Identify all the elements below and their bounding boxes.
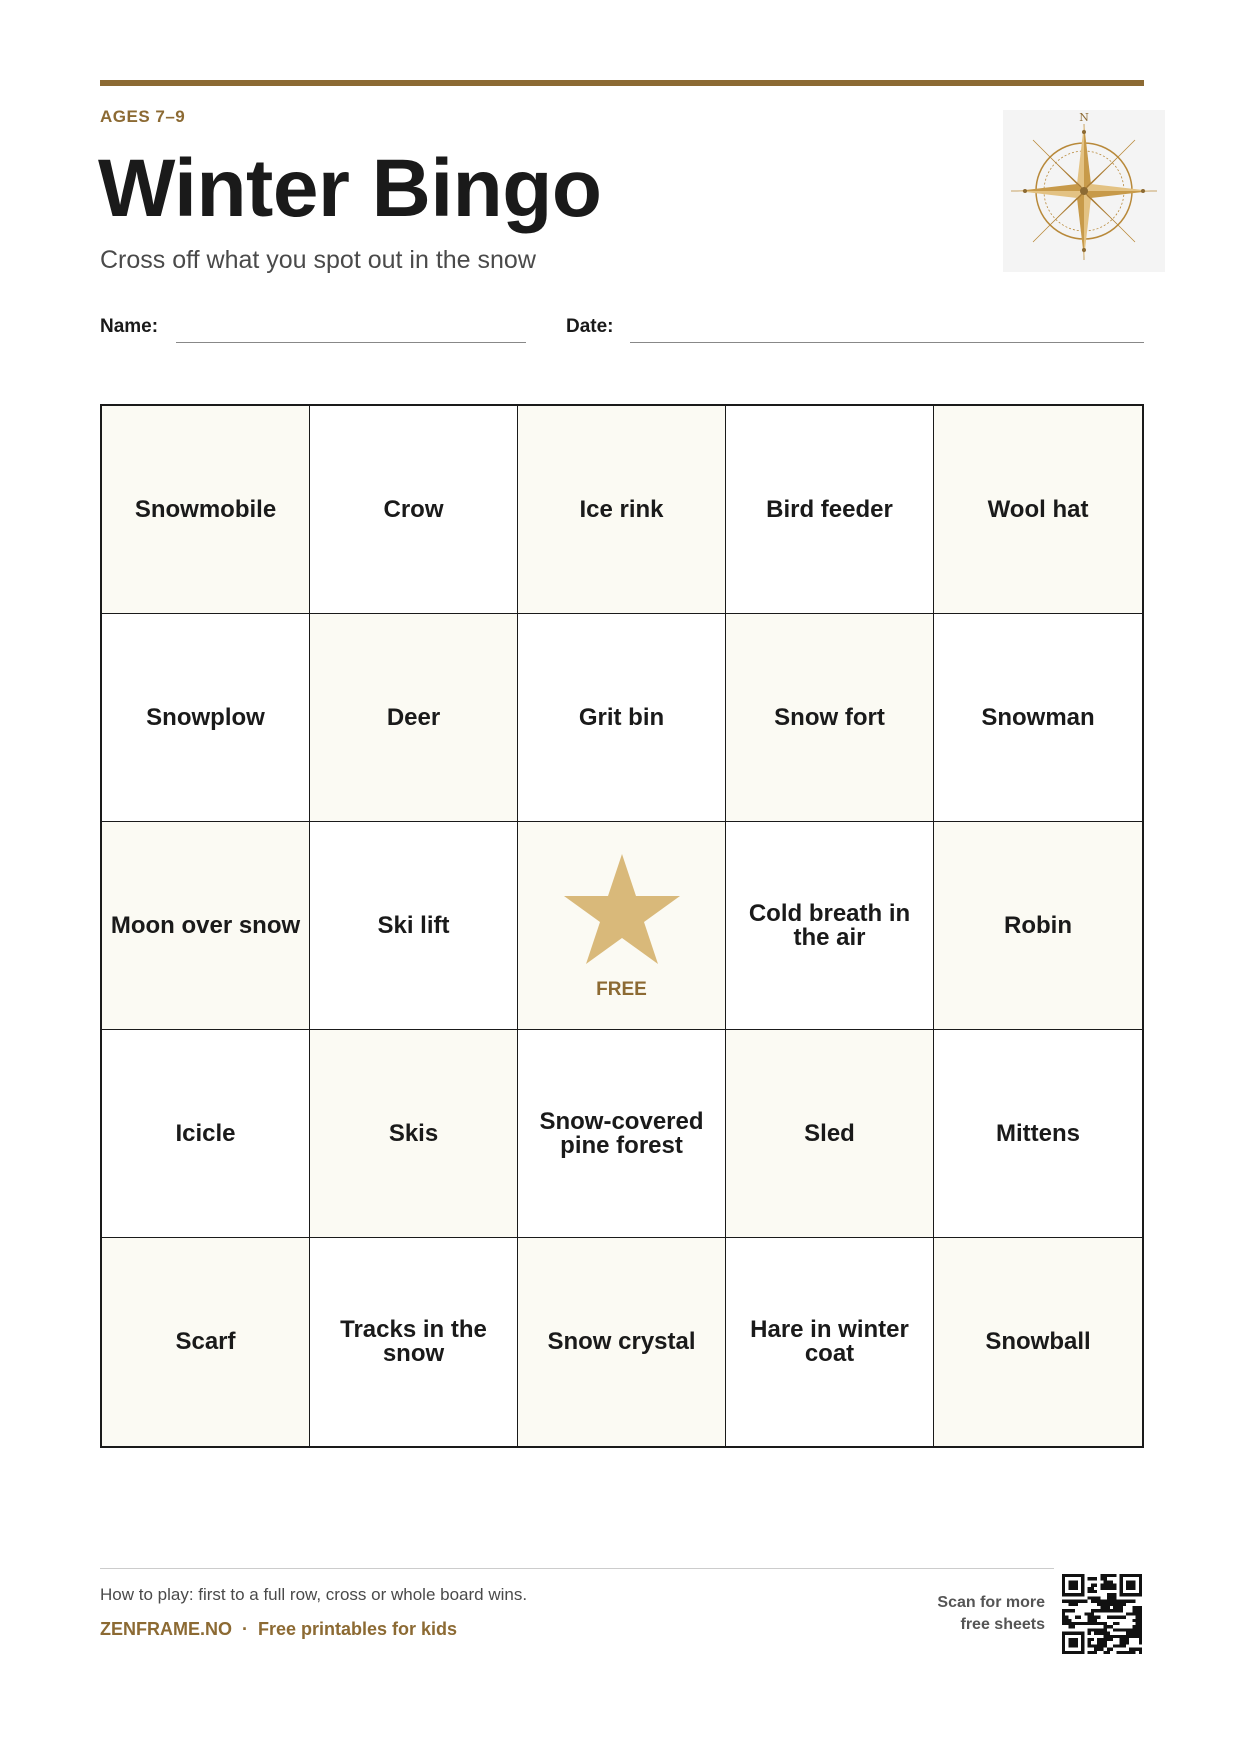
top-rule — [100, 80, 1144, 86]
bingo-cell[interactable] — [934, 1238, 1142, 1446]
bingo-board — [100, 404, 1144, 1448]
bingo-cell-label: Snow fort — [774, 703, 885, 731]
bingo-cell[interactable] — [102, 1030, 310, 1238]
compass-letter: N — [1079, 111, 1089, 124]
bingo-cell[interactable] — [310, 1238, 518, 1446]
bingo-cell[interactable] — [726, 822, 934, 1030]
scan-caption-line1: Scan for more — [937, 1594, 1045, 1611]
bingo-cell[interactable] — [310, 1030, 518, 1238]
bingo-cell[interactable] — [518, 1238, 726, 1446]
bingo-cell[interactable] — [726, 1030, 934, 1238]
bingo-cell[interactable] — [726, 614, 934, 822]
bingo-cell-label: Wool hat — [987, 495, 1089, 523]
brand-tagline: Free printables for kids — [258, 1619, 458, 1639]
bingo-cell-label: Deer — [386, 703, 441, 731]
bingo-cell[interactable] — [726, 406, 934, 614]
name-field[interactable] — [176, 342, 526, 343]
date-label: Date: — [566, 316, 614, 337]
footer-divider — [100, 1568, 1054, 1569]
date-field[interactable] — [630, 342, 1144, 343]
bingo-cell-label: Sled — [804, 1119, 855, 1147]
bingo-cell-label: Crow — [383, 495, 444, 523]
bingo-cell[interactable] — [310, 614, 518, 822]
bingo-cell-label: Moon over snow — [110, 911, 301, 939]
bingo-cell[interactable] — [934, 1030, 1142, 1238]
compass-rose-icon — [1003, 110, 1165, 272]
bingo-cell-label: Tracks in the snow — [340, 1316, 487, 1367]
bingo-cell-label: Skis — [388, 1119, 439, 1147]
free-space[interactable] — [518, 822, 726, 1030]
bingo-cell[interactable] — [518, 1030, 726, 1238]
bingo-cell[interactable] — [102, 406, 310, 614]
bingo-cell[interactable] — [102, 614, 310, 822]
bingo-cell-label: Snow-covered pine forest — [539, 1107, 704, 1159]
brand-separator: · — [242, 1619, 248, 1639]
page-title: Winter Bingo — [98, 143, 602, 234]
bingo-cell-label: Snowmobile — [134, 495, 277, 523]
bingo-cell-label: Snow crystal — [547, 1328, 696, 1355]
bingo-cell-label: Robin — [1004, 911, 1072, 939]
bingo-cell[interactable] — [518, 406, 726, 614]
bingo-cell[interactable] — [102, 822, 310, 1030]
star-icon — [562, 852, 682, 966]
free-label: FREE — [596, 979, 647, 1000]
qr-code-icon[interactable] — [1062, 1574, 1142, 1654]
bingo-cell-label: Grit bin — [578, 703, 665, 731]
bingo-cell-label: Hare in winter coat — [750, 1316, 909, 1367]
bingo-cell-label: Mittens — [996, 1119, 1080, 1147]
bingo-cell[interactable] — [310, 822, 518, 1030]
scan-caption — [937, 1592, 1045, 1637]
bingo-cell-label: Ice rink — [579, 495, 664, 523]
bingo-cell-label: Cold breath in the air — [748, 899, 911, 951]
bingo-cell[interactable] — [934, 822, 1142, 1030]
bingo-cell-label: Snowball — [985, 1328, 1091, 1355]
bingo-cell-label: Snowplow — [146, 703, 265, 731]
bingo-cell[interactable] — [934, 406, 1142, 614]
age-range: AGES 7–9 — [100, 107, 186, 126]
bingo-cell-label: Scarf — [175, 1328, 236, 1355]
scan-caption-line2: free sheets — [960, 1616, 1045, 1634]
bingo-cell[interactable] — [934, 614, 1142, 822]
brand-name[interactable]: ZENFRAME.NO — [100, 1619, 232, 1639]
brand-line — [100, 1619, 457, 1640]
bingo-cell[interactable] — [102, 1238, 310, 1446]
bingo-cell[interactable] — [518, 614, 726, 822]
bingo-cell[interactable] — [310, 406, 518, 614]
bingo-cell-label: Snowman — [981, 703, 1095, 731]
bingo-cell-label: Bird feeder — [766, 495, 893, 523]
bingo-cell-label: Icicle — [175, 1119, 236, 1147]
how-to-play: How to play: first to a full row, cross or whole board wins. — [100, 1585, 528, 1604]
bingo-cell-label: Ski lift — [377, 911, 450, 939]
bingo-cell[interactable] — [726, 1238, 934, 1446]
page-subtitle: Cross off what you spot out in the snow — [100, 246, 536, 274]
name-label: Name: — [100, 316, 159, 337]
